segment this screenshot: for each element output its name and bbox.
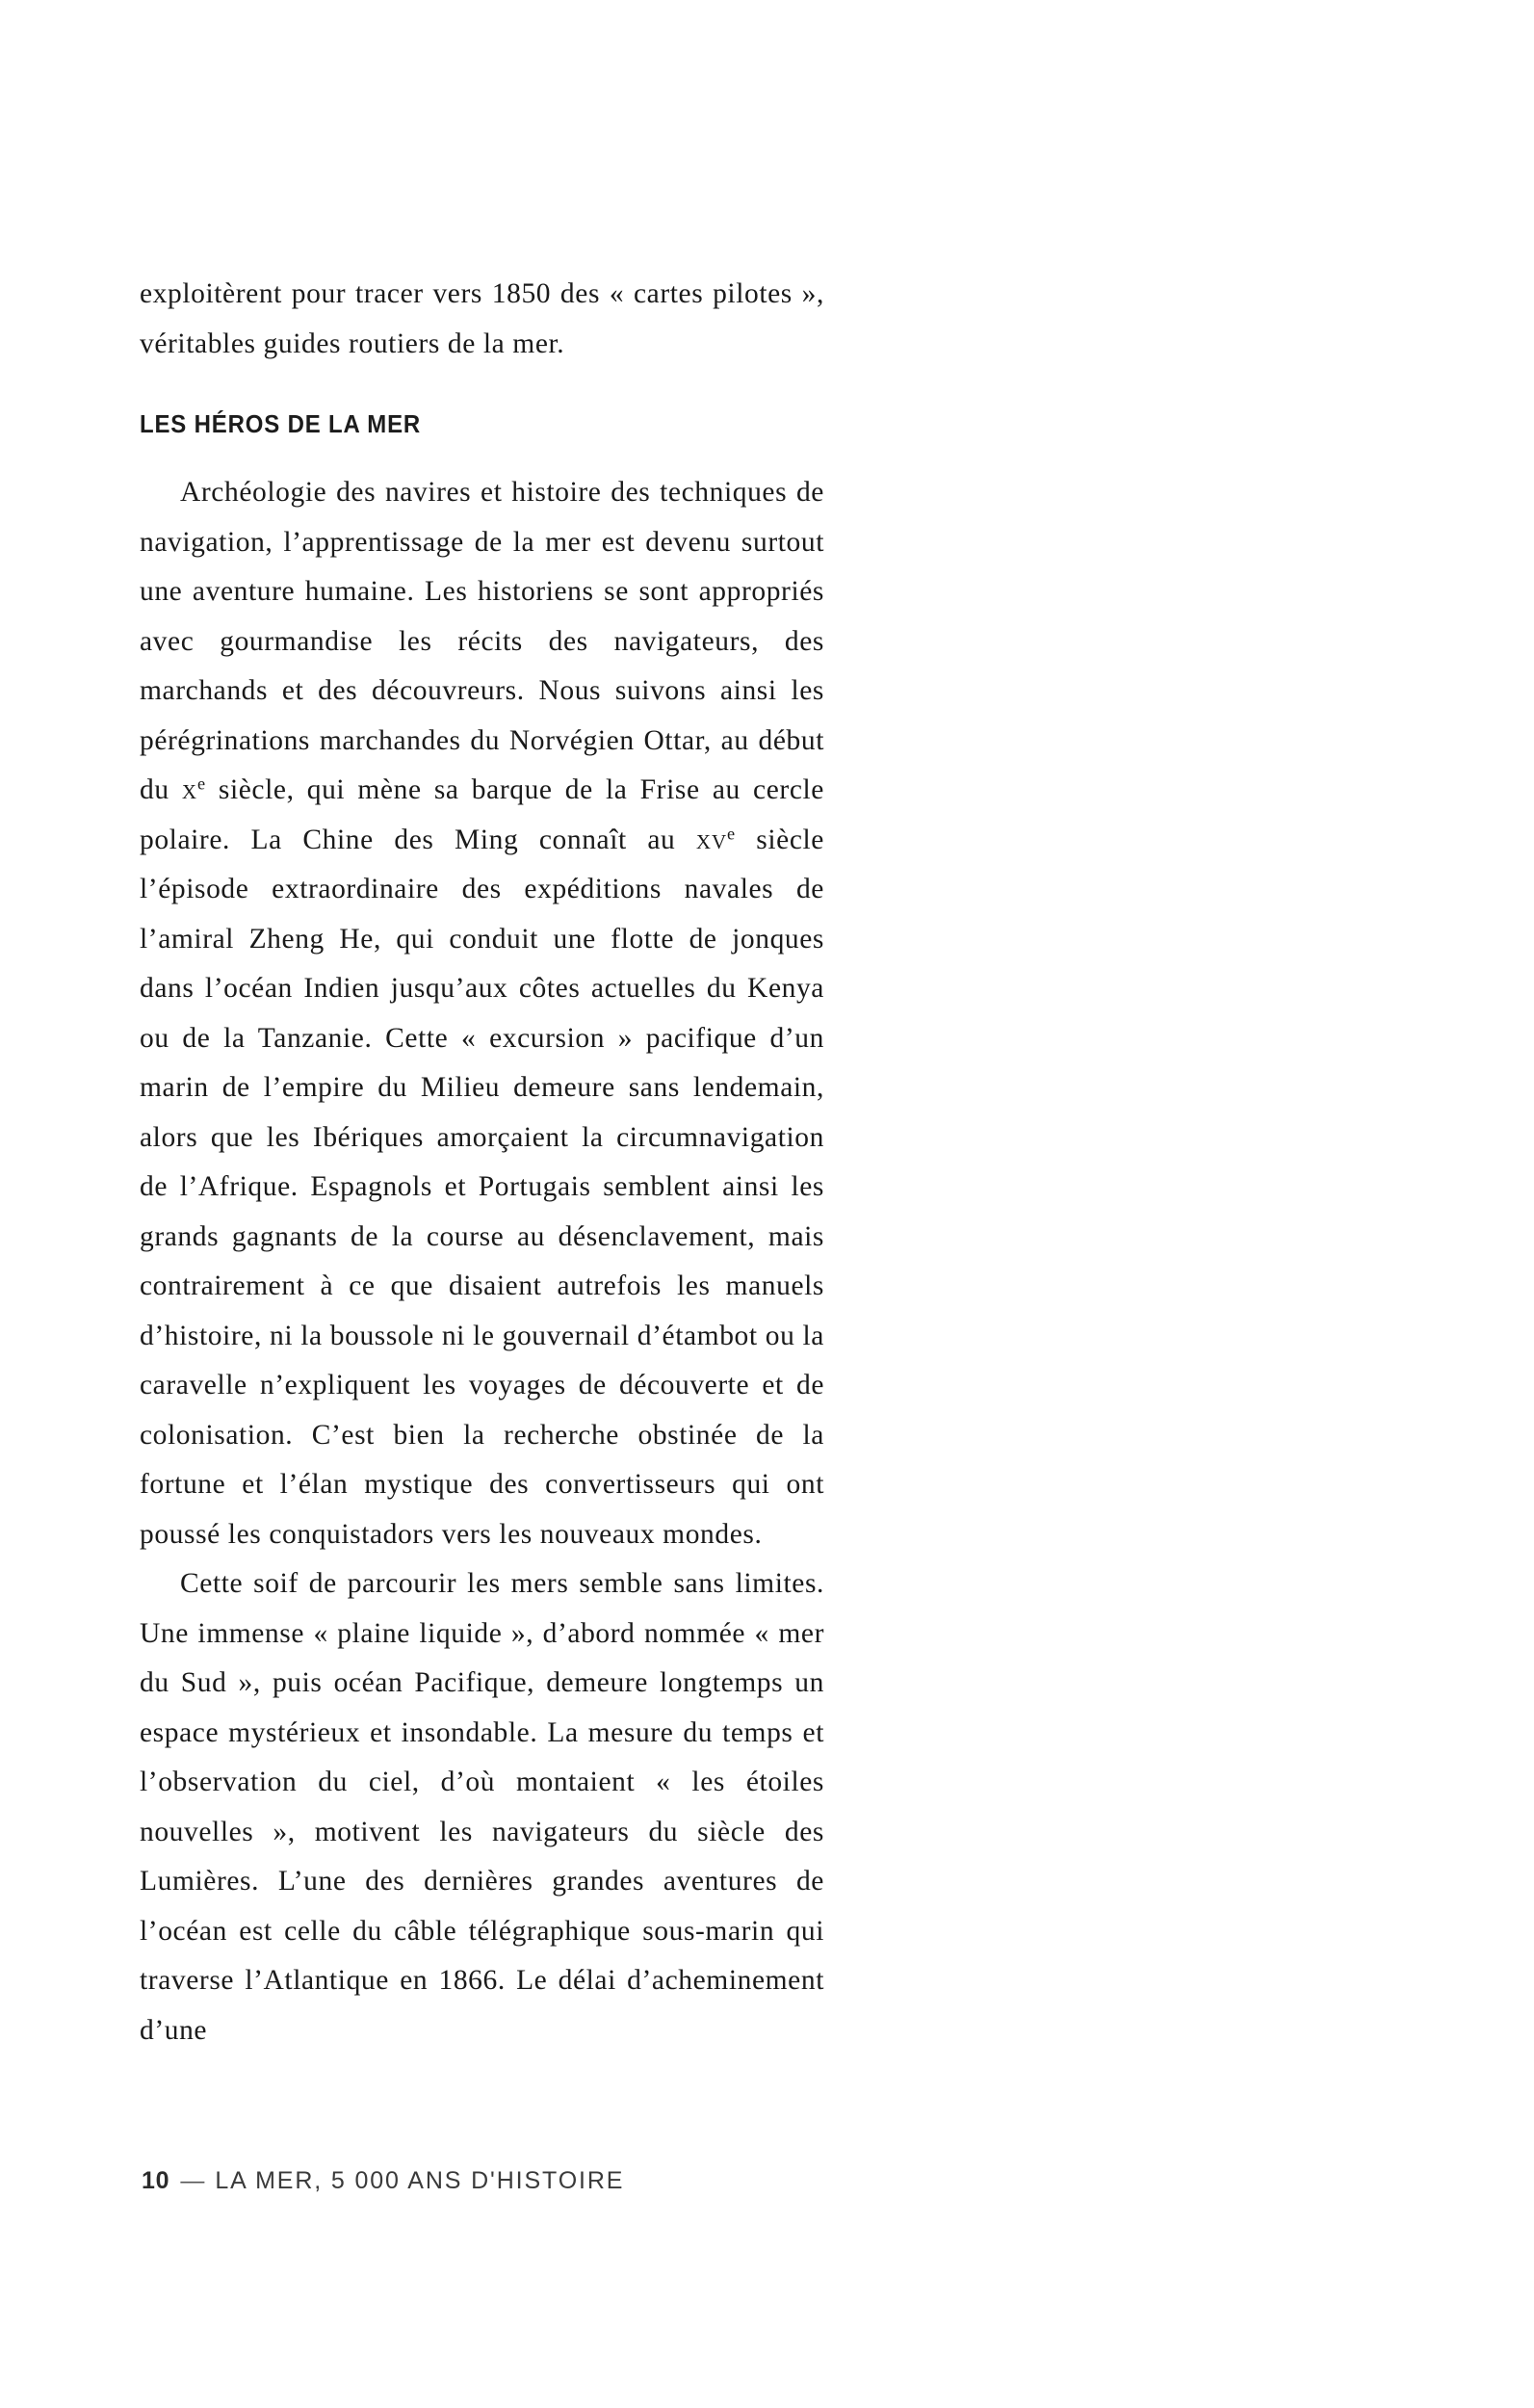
paragraph-soif-de-parcourir: Cette soif de parcourir les mers semble sans limites. Une immense « plaine liquide », d’abord nommée « mer du Sud », puis océan Pacifique, demeure longtemps un espace mystérieux et insondable. La mesure du temps et l’observation du ciel, d’où montaient « les étoiles nouvelles », motivent les navigateurs du siècle des Lumières. L’une des dernières grandes aventures de l’océan est celle du câble télégraphique sous-marin qui traverse l’Atlantique en 1866. Le délai d’acheminement d’une <box>140 1568 824 2046</box>
paragraph-segment-c: siècle l’épisode extraordinaire des expéditions navales de l’amiral Zheng He, qui conduit une flotte de jonques dans l’océan Indien jusqu’aux côtes actuelles du Kenya ou de la Tanzanie. Cette « excursion » pacifique d’un marin de l’empire du Milieu demeure sans lendemain, alors que les Ibériques amorçaient la circumnavigation de l’Afrique. Espagnols et Portugais semblent ainsi les grands gagnants de la course au désenclavement, mais contrairement à ce que disaient autrefois les manuels d’histoire, ni la boussole ni le gouvernail d’étambot ou la caravelle n’expliquent les voyages de découverte et de colonisation. C’est bien la recherche obstinée de la fortune et l’élan mystique des convertisseurs qui ont poussé les conquistadors vers les nouveaux mondes. <box>140 824 824 1550</box>
spacer-above-heading <box>140 369 824 411</box>
footer-separator-dash: — <box>180 2167 205 2194</box>
paragraph-segment-b: siècle, qui mène sa barque de la Frise au cercle polaire. La Chine des Ming connaît au <box>140 774 824 855</box>
footer-running-title: LA MER, 5 000 ANS D'HISTOIRE <box>215 2167 625 2194</box>
footer-page-number: 10 <box>142 2167 170 2194</box>
paragraph-heroes-main <box>140 468 824 1559</box>
continued-paragraph: exploitèrent pour tracer vers 1850 des « cartes pilotes », véritables guides routiers de la mer. <box>140 278 824 359</box>
spacer-below-heading <box>140 439 824 468</box>
ordinal-century-15-suffix: e <box>727 824 736 843</box>
ordinal-century-15-base: xv <box>695 824 728 855</box>
ordinal-century-10-base: x <box>181 774 197 805</box>
ordinal-century-10-suffix: e <box>196 773 206 794</box>
section-heading: LES HÉROS DE LA MER <box>140 411 422 438</box>
text-column <box>140 270 824 2055</box>
page-footer <box>142 2167 624 2195</box>
paragraph-segment-a: Archéologie des navires et histoire des techniques de navigation, l’apprentissage de la mer est devenu surtout une aventure humaine. Les historiens se sont appropriés avec gourmandise les récits des navigateurs, des marchands et des découvreurs. Nous suivons ainsi les pérégrinations marchandes du Norvégien Ottar, au début du <box>140 477 824 805</box>
